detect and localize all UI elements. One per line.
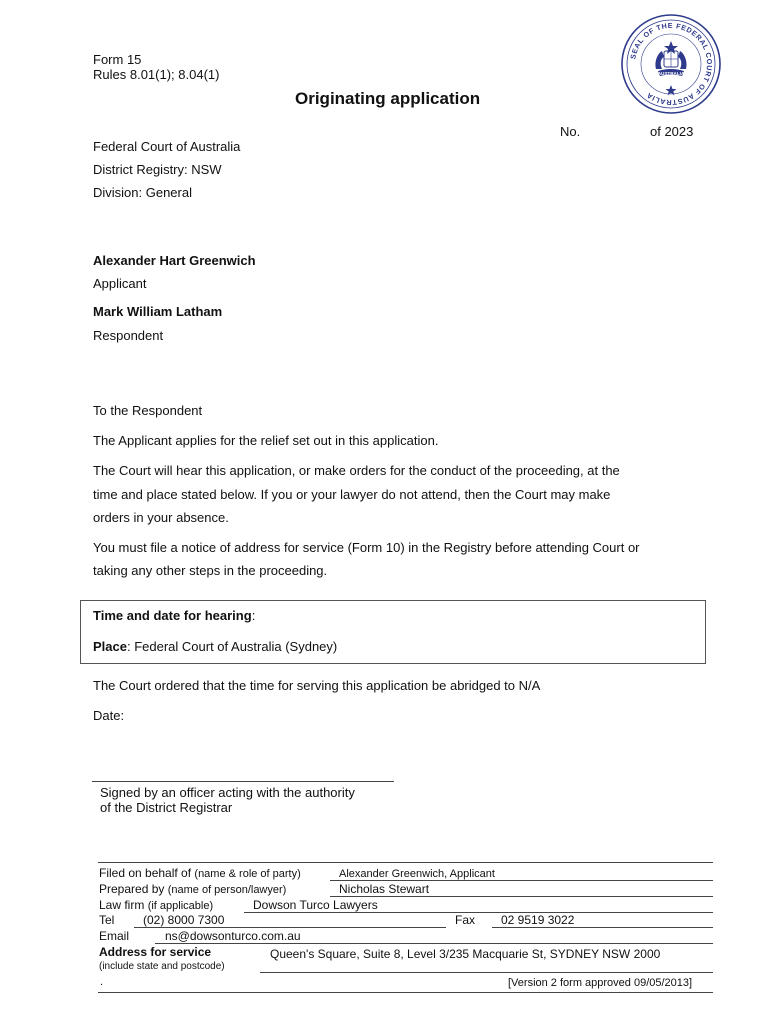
seal-ring-text: SEAL OF THE FEDERAL COURT OF AUSTRALIA xyxy=(628,20,715,108)
hearing-place-value: : Federal Court of Australia (Sydney) xyxy=(126,639,338,654)
filed-hint: (name & role of party) xyxy=(194,868,301,880)
firm-hint: (if applicable) xyxy=(147,900,214,912)
signature-line xyxy=(92,781,394,782)
hearing-place-label: Place xyxy=(93,639,127,654)
signature-caption-line2: of the District Registrar xyxy=(100,800,233,815)
email-underline xyxy=(155,943,713,944)
case-year: of 2023 xyxy=(650,124,694,139)
email-value: ns@dowsonturco.com.au xyxy=(165,929,301,943)
fax-value: 02 9519 3022 xyxy=(501,913,575,927)
hearing-time-row xyxy=(93,608,255,623)
tel-label: Tel xyxy=(99,913,115,927)
signature-caption-line1: Signed by an officer acting with the authority xyxy=(100,785,355,800)
fax-underline xyxy=(492,927,713,928)
paragraph-service-line2: taking any other steps in the proceeding. xyxy=(93,563,328,578)
hearing-time-colon: : xyxy=(251,608,256,623)
applicant-role: Applicant xyxy=(93,276,147,291)
tel-value: (02) 8000 7300 xyxy=(143,913,225,927)
case-number-label: No. xyxy=(560,124,581,139)
fax-label: Fax xyxy=(455,913,476,927)
respondent-role: Respondent xyxy=(93,328,164,343)
footer-top-rule xyxy=(98,862,713,863)
date-label: Date: xyxy=(93,708,125,723)
abridgement-order: The Court ordered that the time for serving this application be abridged to N/A xyxy=(93,678,541,693)
form-rules: Rules 8.01(1); 8.04(1) xyxy=(93,67,220,82)
email-label: Email xyxy=(99,929,130,943)
paragraph-hearing-line3: orders in your absence. xyxy=(93,510,229,525)
form-number: Form 15 xyxy=(93,52,142,67)
prepared-value: Nicholas Stewart xyxy=(339,882,430,896)
footer-dot: . xyxy=(100,976,104,988)
footer-bottom-rule xyxy=(98,992,713,993)
filed-value: Alexander Greenwich, Applicant xyxy=(339,868,495,880)
federal-court-seal xyxy=(620,13,722,115)
law-firm-label xyxy=(99,898,213,912)
paragraph-relief: The Applicant applies for the relief set out in this application. xyxy=(93,433,439,448)
filed-on-behalf-label xyxy=(99,866,301,880)
paragraph-hearing-line1: The Court will hear this application, or make orders for the conduct of the proceeding, at the xyxy=(93,463,620,478)
hearing-place-row xyxy=(93,639,337,654)
paragraph-hearing-line2: time and place stated below. If you or your lawyer do not attend, then the Court may make xyxy=(93,487,611,502)
respondent-name: Mark William Latham xyxy=(93,304,223,319)
tel-underline xyxy=(134,927,446,928)
address-hint: (include state and postcode) xyxy=(99,961,225,972)
prepared-underline xyxy=(330,896,713,897)
filed-underline xyxy=(330,880,713,881)
paragraph-service-line1: You must file a notice of address for service (Form 10) in the Registry before attending Court or xyxy=(93,540,640,555)
address-value: Queen's Square, Suite 8, Level 3/235 Macquarie St, SYDNEY NSW 2000 xyxy=(270,947,661,961)
division: Division: General xyxy=(93,185,192,200)
firm-label: Law firm xyxy=(99,898,145,912)
filed-label: Filed on behalf of xyxy=(99,866,192,880)
firm-value: Dowson Turco Lawyers xyxy=(253,898,378,912)
coat-of-arms-icon xyxy=(655,41,686,96)
seal-banner-text: AUSTRALIA xyxy=(657,70,685,76)
form-version: [Version 2 form approved 09/05/2013] xyxy=(508,977,693,989)
hearing-time-label: Time and date for hearing xyxy=(93,608,252,623)
prepared-hint: (name of person/lawyer) xyxy=(167,884,287,896)
court-name: Federal Court of Australia xyxy=(93,139,241,154)
prepared-label: Prepared by xyxy=(99,882,165,896)
addressee: To the Respondent xyxy=(93,403,203,418)
address-underline xyxy=(260,972,713,973)
address-for-service-label: Address for service xyxy=(99,945,212,959)
page-title: Originating application xyxy=(295,89,481,108)
district-registry: District Registry: NSW xyxy=(93,162,222,177)
applicant-name: Alexander Hart Greenwich xyxy=(93,253,256,268)
firm-underline xyxy=(244,912,713,913)
prepared-by-label xyxy=(99,882,286,896)
